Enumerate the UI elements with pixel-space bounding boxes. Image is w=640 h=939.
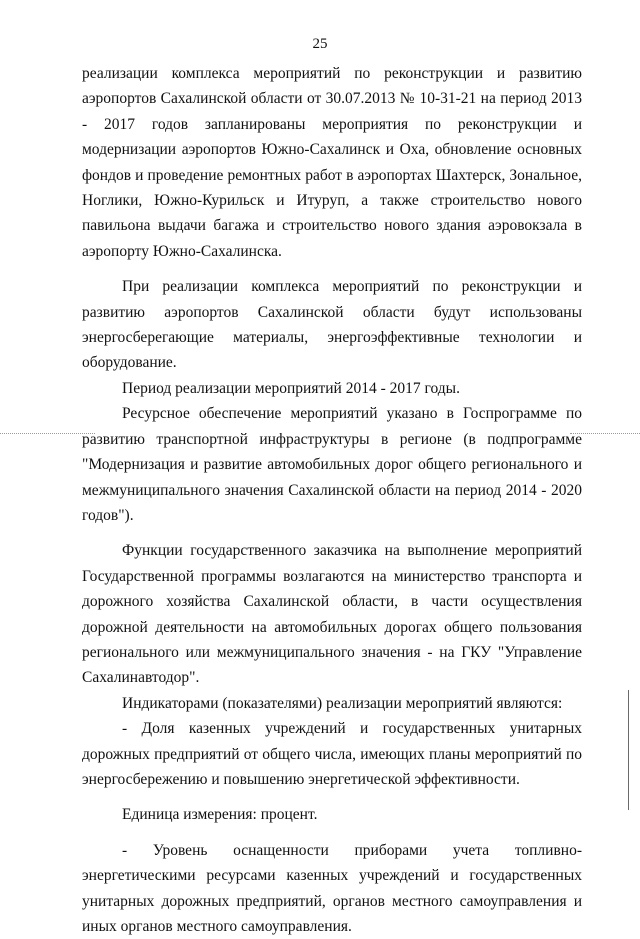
paragraph-indicator-metering: - Уровень оснащенности приборами учета топливно-энергетическими ресурсами казенных учреждений и государственных унитарных дорожных предприятий, органов местного самоуправления и иных органов местного самоуправления.	[82, 841, 582, 935]
paragraph-measurement-unit: Единица измерения: процент.	[122, 806, 318, 824]
paragraph-implementation-period: Период реализации мероприятий 2014 - 2017 годы.	[122, 379, 460, 397]
paragraph-energy-saving-materials: При реализации комплекса мероприятий по реконструкции и развитию аэропортов Сахалинской области будут использованы энергосберегающие материалы, энергоэффективные технологии и оборудование.	[82, 278, 582, 372]
paragraph-airport-works: реализации комплекса мероприятий по реконструкции и развитию аэропортов Сахалинской области от 30.07.2013 № 10-31-21 на период 2013 - 2017 годов запланированы мероприятия по реконструкции и модернизации аэропортов Южно-Сахалинск и Оха, обновление основных фондов и проведение ремонтных работ в аэропортах Шахтерск, Зональное, Ноглики, Южно-Курильск и Итуруп, а также строительство нового павильона выдачи багажа и строительство нового здания аэровокзала в аэропорту Южно-Сахалинска.	[82, 65, 582, 260]
scan-artifact-line-right	[570, 433, 640, 434]
paragraph-resource-provision: Ресурсное обеспечение мероприятий указано в Госпрограмме по развитию транспортной инфраструктуры в регионе (в подпрограмме "Модернизация и развитие автомобильных дорог общего регионального и межмуниципального значения Сахалинской области на период 2014 - 2020 годов").	[82, 405, 582, 524]
scan-artifact-edge	[628, 690, 629, 810]
scan-artifact-line-left	[0, 433, 95, 434]
document-body	[82, 61, 582, 939]
paragraph-indicators-heading: Индикаторами (показателями) реализации мероприятий являются:	[122, 694, 563, 712]
page-number: 25	[312, 36, 328, 52]
paragraph-indicator-share: - Доля казенных учреждений и государственных унитарных дорожных предприятий от общего числа, имеющих планы мероприятий по энергосбережению и повышению энергетической эффективности.	[82, 720, 582, 788]
paragraph-state-customer: Функции государственного заказчика на выполнение мероприятий Государственной программы возлагаются на министерство транспорта и дорожного хозяйства Сахалинской области, в части осуществления дорожной деятельности на автомобильных дорогах общего пользования регионального или межмуниципального значения - на ГКУ "Управление Сахалинавтодор".	[82, 542, 582, 687]
